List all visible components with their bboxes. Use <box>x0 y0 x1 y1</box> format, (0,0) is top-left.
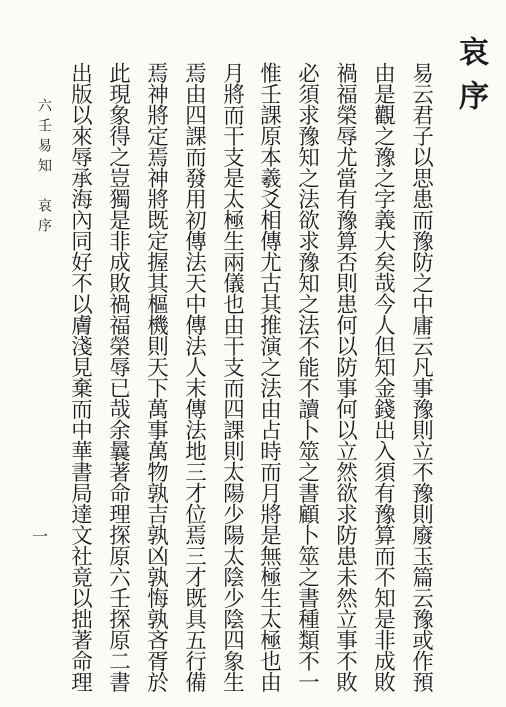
text-column-7: 焉由四課而發用初傳法天中傳法人末傳法地三才位焉三才既具五行備 <box>181 62 207 692</box>
running-head-section: 哀序 <box>36 198 52 238</box>
running-head-book: 六壬易知 <box>36 98 52 178</box>
text-column-1: 易云君子以思患而豫防之中庸云凡事豫則立不豫則廢玉篇云豫或作預 <box>408 62 434 692</box>
text-column-10: 出版以來辱承海內同好不以膚淺見棄而中華書局達文社竟以拙著命理 <box>67 62 93 692</box>
text-column-4: 必須求豫知之法欲求豫知之法不能不讀卜筮之書顧卜筮之書種類不一 <box>294 62 320 692</box>
text-column-3: 禍福榮辱尤當有豫算否則患何以防事何以立然欲求防患未然立事不敗 <box>332 62 358 692</box>
text-column-9: 此現象得之豈獨是非成敗禍福榮辱已哉余曩著命理探原六壬探原二書 <box>105 62 131 692</box>
text-column-2: 由是觀之豫之字義大矣哉今人但知金錢出入須有豫算而不知是非成敗 <box>370 62 396 692</box>
running-head <box>34 98 54 238</box>
page-title: 哀序 <box>453 36 488 124</box>
page-number: 一 <box>32 527 49 546</box>
text-column-8: 焉神將定焉神將既定握其樞機則天下萬事萬物孰吉孰凶孰悔孰吝胥於 <box>143 62 169 692</box>
text-column-5: 惟壬課原本羲爻相傳尤古其推演之法由占時而月將是無極生太極也由 <box>256 62 282 692</box>
text-column-6: 月將而干支是太極生兩儀也由干支而四課則太陽少陽太陰少陰四象生 <box>219 62 245 692</box>
